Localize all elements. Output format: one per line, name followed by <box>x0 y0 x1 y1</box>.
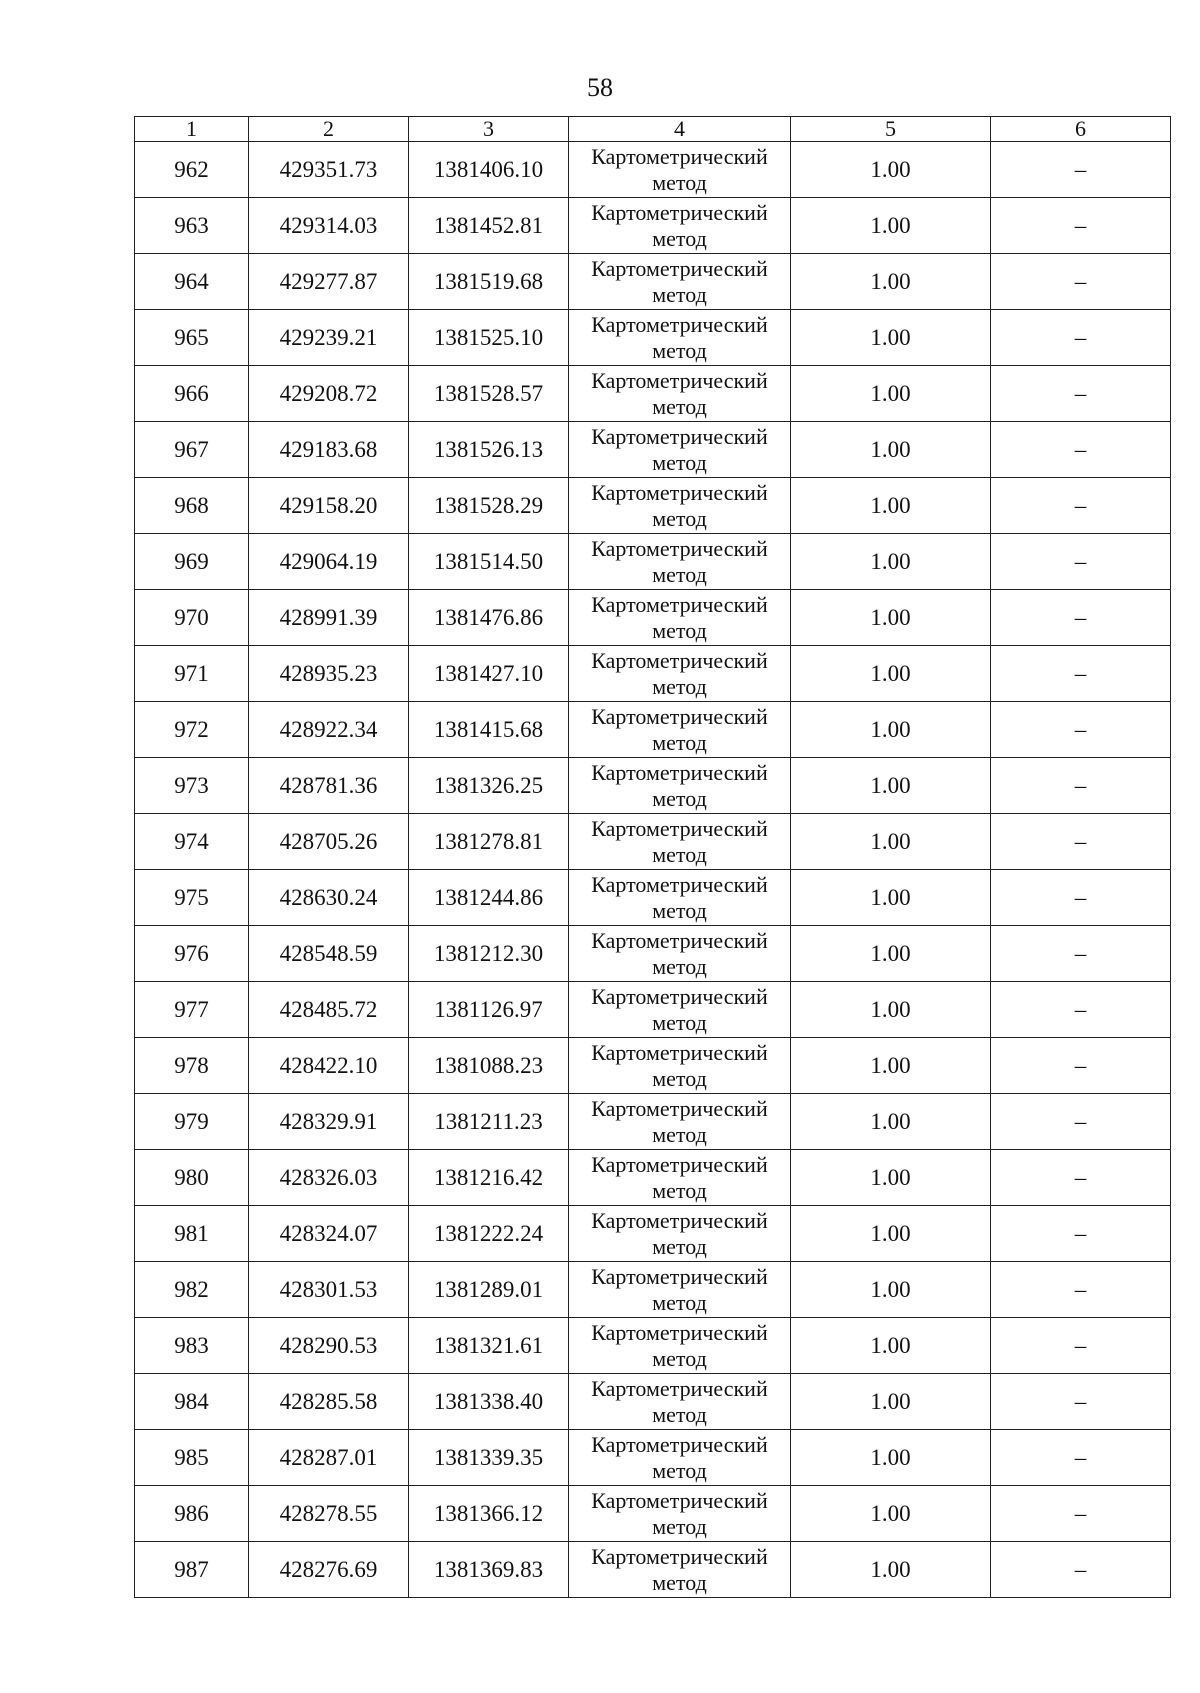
method-cell <box>569 926 791 982</box>
table-row <box>135 142 1171 198</box>
accuracy-cell: 1.00 <box>791 1262 991 1318</box>
method-text: Картометрический метод <box>591 1207 768 1259</box>
table-row <box>135 1206 1171 1262</box>
table-row <box>135 982 1171 1038</box>
note-cell: – <box>991 1374 1171 1430</box>
y-coordinate-cell: 1381212.30 <box>409 926 569 982</box>
x-coordinate-cell: 428991.39 <box>249 590 409 646</box>
accuracy-cell: 1.00 <box>791 646 991 702</box>
point-number-cell: 974 <box>135 814 249 870</box>
note-cell: – <box>991 1262 1171 1318</box>
accuracy-cell: 1.00 <box>791 310 991 366</box>
y-coordinate-cell: 1381514.50 <box>409 534 569 590</box>
y-coordinate-cell: 1381528.57 <box>409 366 569 422</box>
point-number-cell: 985 <box>135 1430 249 1486</box>
coordinates-table-body <box>135 117 1171 1598</box>
method-text: Картометрический метод <box>591 1039 768 1091</box>
y-coordinate-cell: 1381244.86 <box>409 870 569 926</box>
method-cell <box>569 198 791 254</box>
x-coordinate-cell: 428287.01 <box>249 1430 409 1486</box>
note-cell: – <box>991 926 1171 982</box>
table-row <box>135 254 1171 310</box>
table-row <box>135 1262 1171 1318</box>
point-number-cell: 976 <box>135 926 249 982</box>
method-cell <box>569 1430 791 1486</box>
point-number-cell: 986 <box>135 1486 249 1542</box>
table-row <box>135 1094 1171 1150</box>
accuracy-cell: 1.00 <box>791 1038 991 1094</box>
method-text: Картометрический метод <box>591 1543 768 1595</box>
table-header-row <box>135 117 1171 142</box>
x-coordinate-cell: 428326.03 <box>249 1150 409 1206</box>
point-number-cell: 984 <box>135 1374 249 1430</box>
column-header: 5 <box>791 117 991 142</box>
y-coordinate-cell: 1381452.81 <box>409 198 569 254</box>
point-number-cell: 964 <box>135 254 249 310</box>
table-row <box>135 310 1171 366</box>
method-text: Картометрический метод <box>591 1151 768 1203</box>
accuracy-cell: 1.00 <box>791 254 991 310</box>
y-coordinate-cell: 1381528.29 <box>409 478 569 534</box>
table-row <box>135 646 1171 702</box>
column-header: 4 <box>569 117 791 142</box>
note-cell: – <box>991 814 1171 870</box>
point-number-cell: 963 <box>135 198 249 254</box>
x-coordinate-cell: 429351.73 <box>249 142 409 198</box>
accuracy-cell: 1.00 <box>791 534 991 590</box>
accuracy-cell: 1.00 <box>791 982 991 1038</box>
y-coordinate-cell: 1381289.01 <box>409 1262 569 1318</box>
accuracy-cell: 1.00 <box>791 1206 991 1262</box>
point-number-cell: 969 <box>135 534 249 590</box>
method-cell <box>569 1262 791 1318</box>
table-row <box>135 590 1171 646</box>
y-coordinate-cell: 1381339.35 <box>409 1430 569 1486</box>
accuracy-cell: 1.00 <box>791 1150 991 1206</box>
method-cell <box>569 590 791 646</box>
x-coordinate-cell: 428485.72 <box>249 982 409 1038</box>
method-text: Картометрический метод <box>591 871 768 923</box>
table-row <box>135 758 1171 814</box>
accuracy-cell: 1.00 <box>791 366 991 422</box>
point-number-cell: 979 <box>135 1094 249 1150</box>
y-coordinate-cell: 1381088.23 <box>409 1038 569 1094</box>
method-text: Картометрический метод <box>591 143 768 195</box>
method-text: Картометрический метод <box>591 1431 768 1483</box>
method-cell <box>569 982 791 1038</box>
x-coordinate-cell: 429183.68 <box>249 422 409 478</box>
point-number-cell: 967 <box>135 422 249 478</box>
point-number-cell: 973 <box>135 758 249 814</box>
accuracy-cell: 1.00 <box>791 870 991 926</box>
table-row <box>135 1038 1171 1094</box>
table-row <box>135 1542 1171 1598</box>
note-cell: – <box>991 702 1171 758</box>
point-number-cell: 983 <box>135 1318 249 1374</box>
accuracy-cell: 1.00 <box>791 814 991 870</box>
table-row <box>135 478 1171 534</box>
method-text: Картометрический метод <box>591 1487 768 1539</box>
x-coordinate-cell: 428285.58 <box>249 1374 409 1430</box>
table-row <box>135 422 1171 478</box>
method-text: Картометрический метод <box>591 591 768 643</box>
y-coordinate-cell: 1381216.42 <box>409 1150 569 1206</box>
method-text: Картометрический метод <box>591 647 768 699</box>
method-text: Картометрический метод <box>591 1095 768 1147</box>
method-text: Картометрический метод <box>591 423 768 475</box>
table-row <box>135 1430 1171 1486</box>
note-cell: – <box>991 1094 1171 1150</box>
method-text: Картометрический метод <box>591 535 768 587</box>
accuracy-cell: 1.00 <box>791 1430 991 1486</box>
page-number: 58 <box>587 73 613 102</box>
point-number-cell: 980 <box>135 1150 249 1206</box>
column-header: 6 <box>991 117 1171 142</box>
method-cell <box>569 1150 791 1206</box>
y-coordinate-cell: 1381406.10 <box>409 142 569 198</box>
note-cell: – <box>991 1318 1171 1374</box>
y-coordinate-cell: 1381222.24 <box>409 1206 569 1262</box>
method-cell <box>569 1206 791 1262</box>
accuracy-cell: 1.00 <box>791 142 991 198</box>
accuracy-cell: 1.00 <box>791 758 991 814</box>
point-number-cell: 981 <box>135 1206 249 1262</box>
note-cell: – <box>991 758 1171 814</box>
note-cell: – <box>991 366 1171 422</box>
point-number-cell: 970 <box>135 590 249 646</box>
table-row <box>135 1150 1171 1206</box>
accuracy-cell: 1.00 <box>791 422 991 478</box>
note-cell: – <box>991 1150 1171 1206</box>
x-coordinate-cell: 428781.36 <box>249 758 409 814</box>
table-row <box>135 702 1171 758</box>
method-cell <box>569 1542 791 1598</box>
y-coordinate-cell: 1381278.81 <box>409 814 569 870</box>
accuracy-cell: 1.00 <box>791 478 991 534</box>
x-coordinate-cell: 429277.87 <box>249 254 409 310</box>
y-coordinate-cell: 1381519.68 <box>409 254 569 310</box>
accuracy-cell: 1.00 <box>791 590 991 646</box>
x-coordinate-cell: 428329.91 <box>249 1094 409 1150</box>
method-cell <box>569 1318 791 1374</box>
method-cell <box>569 1374 791 1430</box>
table-row <box>135 1318 1171 1374</box>
table-row <box>135 534 1171 590</box>
y-coordinate-cell: 1381526.13 <box>409 422 569 478</box>
method-text: Картометрический метод <box>591 311 768 363</box>
method-cell <box>569 814 791 870</box>
column-header: 3 <box>409 117 569 142</box>
method-text: Картометрический метод <box>591 199 768 251</box>
x-coordinate-cell: 428276.69 <box>249 1542 409 1598</box>
point-number-cell: 968 <box>135 478 249 534</box>
accuracy-cell: 1.00 <box>791 1486 991 1542</box>
method-text: Картометрический метод <box>591 367 768 419</box>
method-cell <box>569 758 791 814</box>
method-cell <box>569 422 791 478</box>
note-cell: – <box>991 590 1171 646</box>
table-row <box>135 1374 1171 1430</box>
method-cell <box>569 646 791 702</box>
method-cell <box>569 702 791 758</box>
note-cell: – <box>991 1206 1171 1262</box>
y-coordinate-cell: 1381525.10 <box>409 310 569 366</box>
y-coordinate-cell: 1381338.40 <box>409 1374 569 1430</box>
table-row <box>135 870 1171 926</box>
x-coordinate-cell: 428301.53 <box>249 1262 409 1318</box>
x-coordinate-cell: 429208.72 <box>249 366 409 422</box>
method-text: Картометрический метод <box>591 1319 768 1371</box>
accuracy-cell: 1.00 <box>791 1542 991 1598</box>
method-cell <box>569 1038 791 1094</box>
coordinates-table <box>134 116 1171 1598</box>
accuracy-cell: 1.00 <box>791 702 991 758</box>
table-row <box>135 1486 1171 1542</box>
method-cell <box>569 310 791 366</box>
method-cell <box>569 366 791 422</box>
method-cell <box>569 1094 791 1150</box>
point-number-cell: 966 <box>135 366 249 422</box>
x-coordinate-cell: 429239.21 <box>249 310 409 366</box>
note-cell: – <box>991 478 1171 534</box>
note-cell: – <box>991 646 1171 702</box>
x-coordinate-cell: 428922.34 <box>249 702 409 758</box>
y-coordinate-cell: 1381476.86 <box>409 590 569 646</box>
point-number-cell: 962 <box>135 142 249 198</box>
method-text: Картометрический метод <box>591 255 768 307</box>
note-cell: – <box>991 534 1171 590</box>
table-row <box>135 926 1171 982</box>
x-coordinate-cell: 428422.10 <box>249 1038 409 1094</box>
method-cell <box>569 1486 791 1542</box>
method-cell <box>569 478 791 534</box>
x-coordinate-cell: 429314.03 <box>249 198 409 254</box>
y-coordinate-cell: 1381366.12 <box>409 1486 569 1542</box>
method-cell <box>569 870 791 926</box>
table-row <box>135 366 1171 422</box>
point-number-cell: 977 <box>135 982 249 1038</box>
note-cell: – <box>991 142 1171 198</box>
note-cell: – <box>991 1430 1171 1486</box>
y-coordinate-cell: 1381369.83 <box>409 1542 569 1598</box>
point-number-cell: 972 <box>135 702 249 758</box>
method-cell <box>569 254 791 310</box>
method-text: Картометрический метод <box>591 479 768 531</box>
point-number-cell: 975 <box>135 870 249 926</box>
y-coordinate-cell: 1381321.61 <box>409 1318 569 1374</box>
note-cell: – <box>991 422 1171 478</box>
x-coordinate-cell: 428324.07 <box>249 1206 409 1262</box>
y-coordinate-cell: 1381211.23 <box>409 1094 569 1150</box>
y-coordinate-cell: 1381326.25 <box>409 758 569 814</box>
method-text: Картометрический метод <box>591 759 768 811</box>
note-cell: – <box>991 310 1171 366</box>
x-coordinate-cell: 429158.20 <box>249 478 409 534</box>
method-text: Картометрический метод <box>591 815 768 867</box>
method-cell <box>569 534 791 590</box>
point-number-cell: 971 <box>135 646 249 702</box>
point-number-cell: 982 <box>135 1262 249 1318</box>
table-row <box>135 198 1171 254</box>
point-number-cell: 965 <box>135 310 249 366</box>
x-coordinate-cell: 428548.59 <box>249 926 409 982</box>
note-cell: – <box>991 1542 1171 1598</box>
note-cell: – <box>991 982 1171 1038</box>
accuracy-cell: 1.00 <box>791 198 991 254</box>
y-coordinate-cell: 1381415.68 <box>409 702 569 758</box>
method-cell <box>569 142 791 198</box>
note-cell: – <box>991 870 1171 926</box>
x-coordinate-cell: 428278.55 <box>249 1486 409 1542</box>
x-coordinate-cell: 428935.23 <box>249 646 409 702</box>
note-cell: – <box>991 198 1171 254</box>
accuracy-cell: 1.00 <box>791 1094 991 1150</box>
y-coordinate-cell: 1381126.97 <box>409 982 569 1038</box>
note-cell: – <box>991 1486 1171 1542</box>
method-text: Картометрический метод <box>591 927 768 979</box>
column-header: 1 <box>135 117 249 142</box>
method-text: Картометрический метод <box>591 703 768 755</box>
accuracy-cell: 1.00 <box>791 1374 991 1430</box>
x-coordinate-cell: 428290.53 <box>249 1318 409 1374</box>
accuracy-cell: 1.00 <box>791 1318 991 1374</box>
note-cell: – <box>991 1038 1171 1094</box>
column-header: 2 <box>249 117 409 142</box>
method-text: Картометрический метод <box>591 983 768 1035</box>
point-number-cell: 987 <box>135 1542 249 1598</box>
table-row <box>135 814 1171 870</box>
method-text: Картометрический метод <box>591 1375 768 1427</box>
y-coordinate-cell: 1381427.10 <box>409 646 569 702</box>
x-coordinate-cell: 428705.26 <box>249 814 409 870</box>
x-coordinate-cell: 428630.24 <box>249 870 409 926</box>
x-coordinate-cell: 429064.19 <box>249 534 409 590</box>
note-cell: – <box>991 254 1171 310</box>
accuracy-cell: 1.00 <box>791 926 991 982</box>
point-number-cell: 978 <box>135 1038 249 1094</box>
method-text: Картометрический метод <box>591 1263 768 1315</box>
